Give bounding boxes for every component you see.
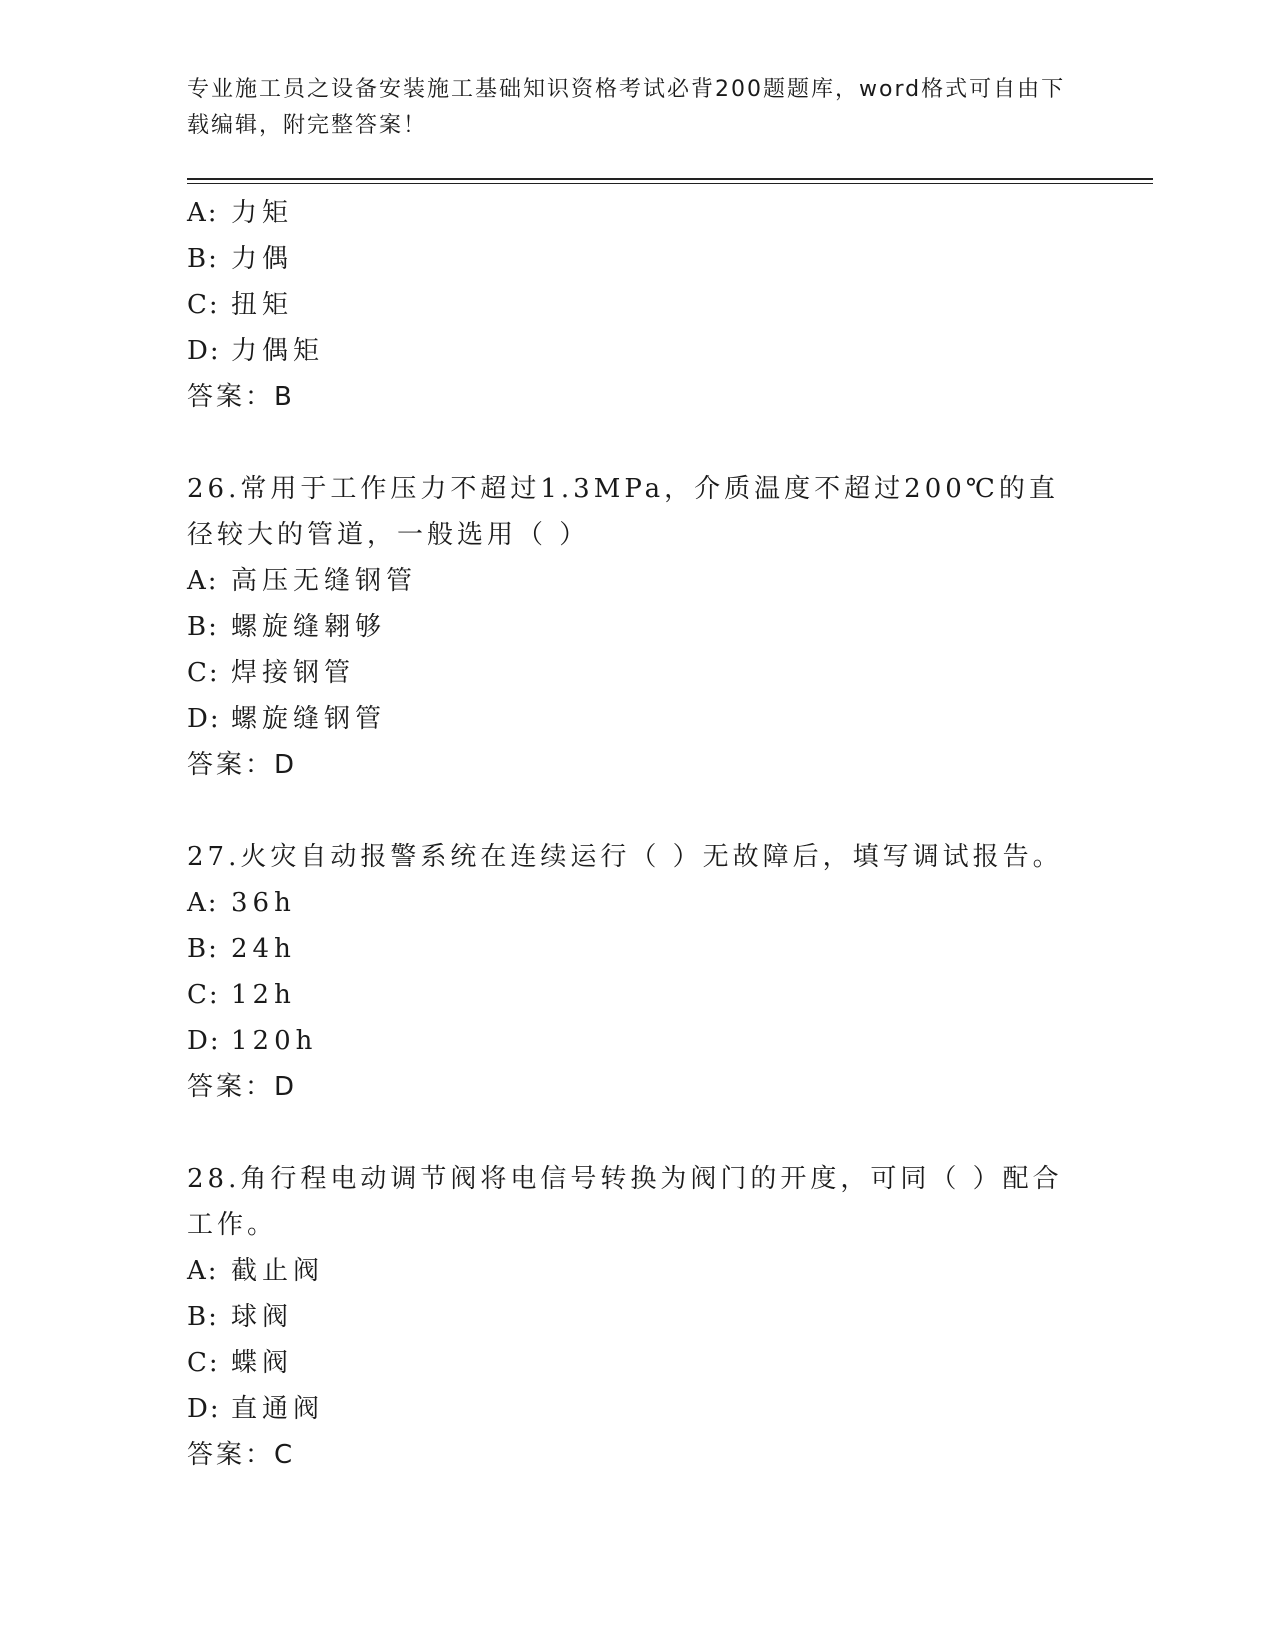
option-d [187, 328, 1087, 374]
option-d [187, 696, 1087, 742]
option-letter: C: [187, 1348, 220, 1378]
question-stem: 28.角行程电动调节阀将电信号转换为阀门的开度，可同（ ）配合工作。 [187, 1164, 1063, 1240]
question-block-26 [187, 466, 1087, 788]
option-letter: A: [187, 566, 219, 596]
option-text: 螺旋缝钢管 [231, 704, 387, 734]
option-letter: A: [187, 888, 219, 918]
option-letter: C: [187, 980, 220, 1010]
option-a [187, 558, 1087, 604]
answer-line: 答案：C [187, 1440, 296, 1470]
header-title: 专业施工员之设备安装施工基础知识资格考试必背200题题库，word格式可自由下载编辑，附完整答案！ [187, 77, 1066, 138]
option-letter: B: [187, 244, 219, 274]
option-text: 力矩 [231, 198, 294, 228]
question-stem: 26.常用于工作压力不超过1.3MPa，介质温度不超过200℃的直径较大的管道，一般选用（ ） [187, 474, 1059, 550]
option-text: 12h [231, 980, 296, 1010]
option-text: 力偶 [231, 244, 294, 274]
header-divider-thick [187, 178, 1153, 180]
question-block-27 [187, 834, 1087, 1110]
option-c [187, 1340, 1087, 1386]
option-d [187, 1018, 1087, 1064]
option-a [187, 1248, 1087, 1294]
question-block-28 [187, 1156, 1087, 1478]
option-text: 球阀 [231, 1302, 294, 1332]
option-text: 蝶阀 [231, 1348, 294, 1378]
question-block-25 [187, 190, 1087, 420]
option-b [187, 926, 1087, 972]
option-letter: A: [187, 1256, 219, 1286]
option-c [187, 282, 1087, 328]
option-b [187, 604, 1087, 650]
option-text: 24h [231, 934, 296, 964]
option-text: 螺旋缝翱够 [231, 612, 387, 642]
option-a [187, 190, 1087, 236]
option-text: 截止阀 [231, 1256, 325, 1286]
option-letter: A: [187, 198, 219, 228]
option-c [187, 650, 1087, 696]
document-header [187, 72, 1067, 144]
question-list [187, 190, 1087, 1478]
option-letter: C: [187, 290, 220, 320]
header-divider-thin [187, 183, 1153, 184]
option-text: 力偶矩 [231, 336, 325, 366]
option-b [187, 236, 1087, 282]
option-letter: D: [187, 1394, 221, 1424]
answer-line: 答案：B [187, 382, 295, 412]
option-letter: C: [187, 658, 220, 688]
option-text: 直通阀 [231, 1394, 325, 1424]
option-b [187, 1294, 1087, 1340]
answer-line: 答案：D [187, 1072, 298, 1102]
option-a [187, 880, 1087, 926]
option-letter: B: [187, 1302, 219, 1332]
answer-line: 答案：D [187, 750, 298, 780]
option-letter: D: [187, 336, 221, 366]
option-text: 扭矩 [231, 290, 294, 320]
option-c [187, 972, 1087, 1018]
option-text: 焊接钢管 [231, 658, 356, 688]
option-letter: B: [187, 934, 219, 964]
option-text: 高压无缝钢管 [231, 566, 418, 596]
option-text: 36h [231, 888, 296, 918]
option-text: 120h [231, 1026, 318, 1056]
option-letter: B: [187, 612, 219, 642]
option-letter: D: [187, 1026, 221, 1056]
question-stem: 27.火灾自动报警系统在连续运行（ ）无故障后，填写调试报告。 [187, 842, 1063, 872]
option-letter: D: [187, 704, 221, 734]
option-d [187, 1386, 1087, 1432]
